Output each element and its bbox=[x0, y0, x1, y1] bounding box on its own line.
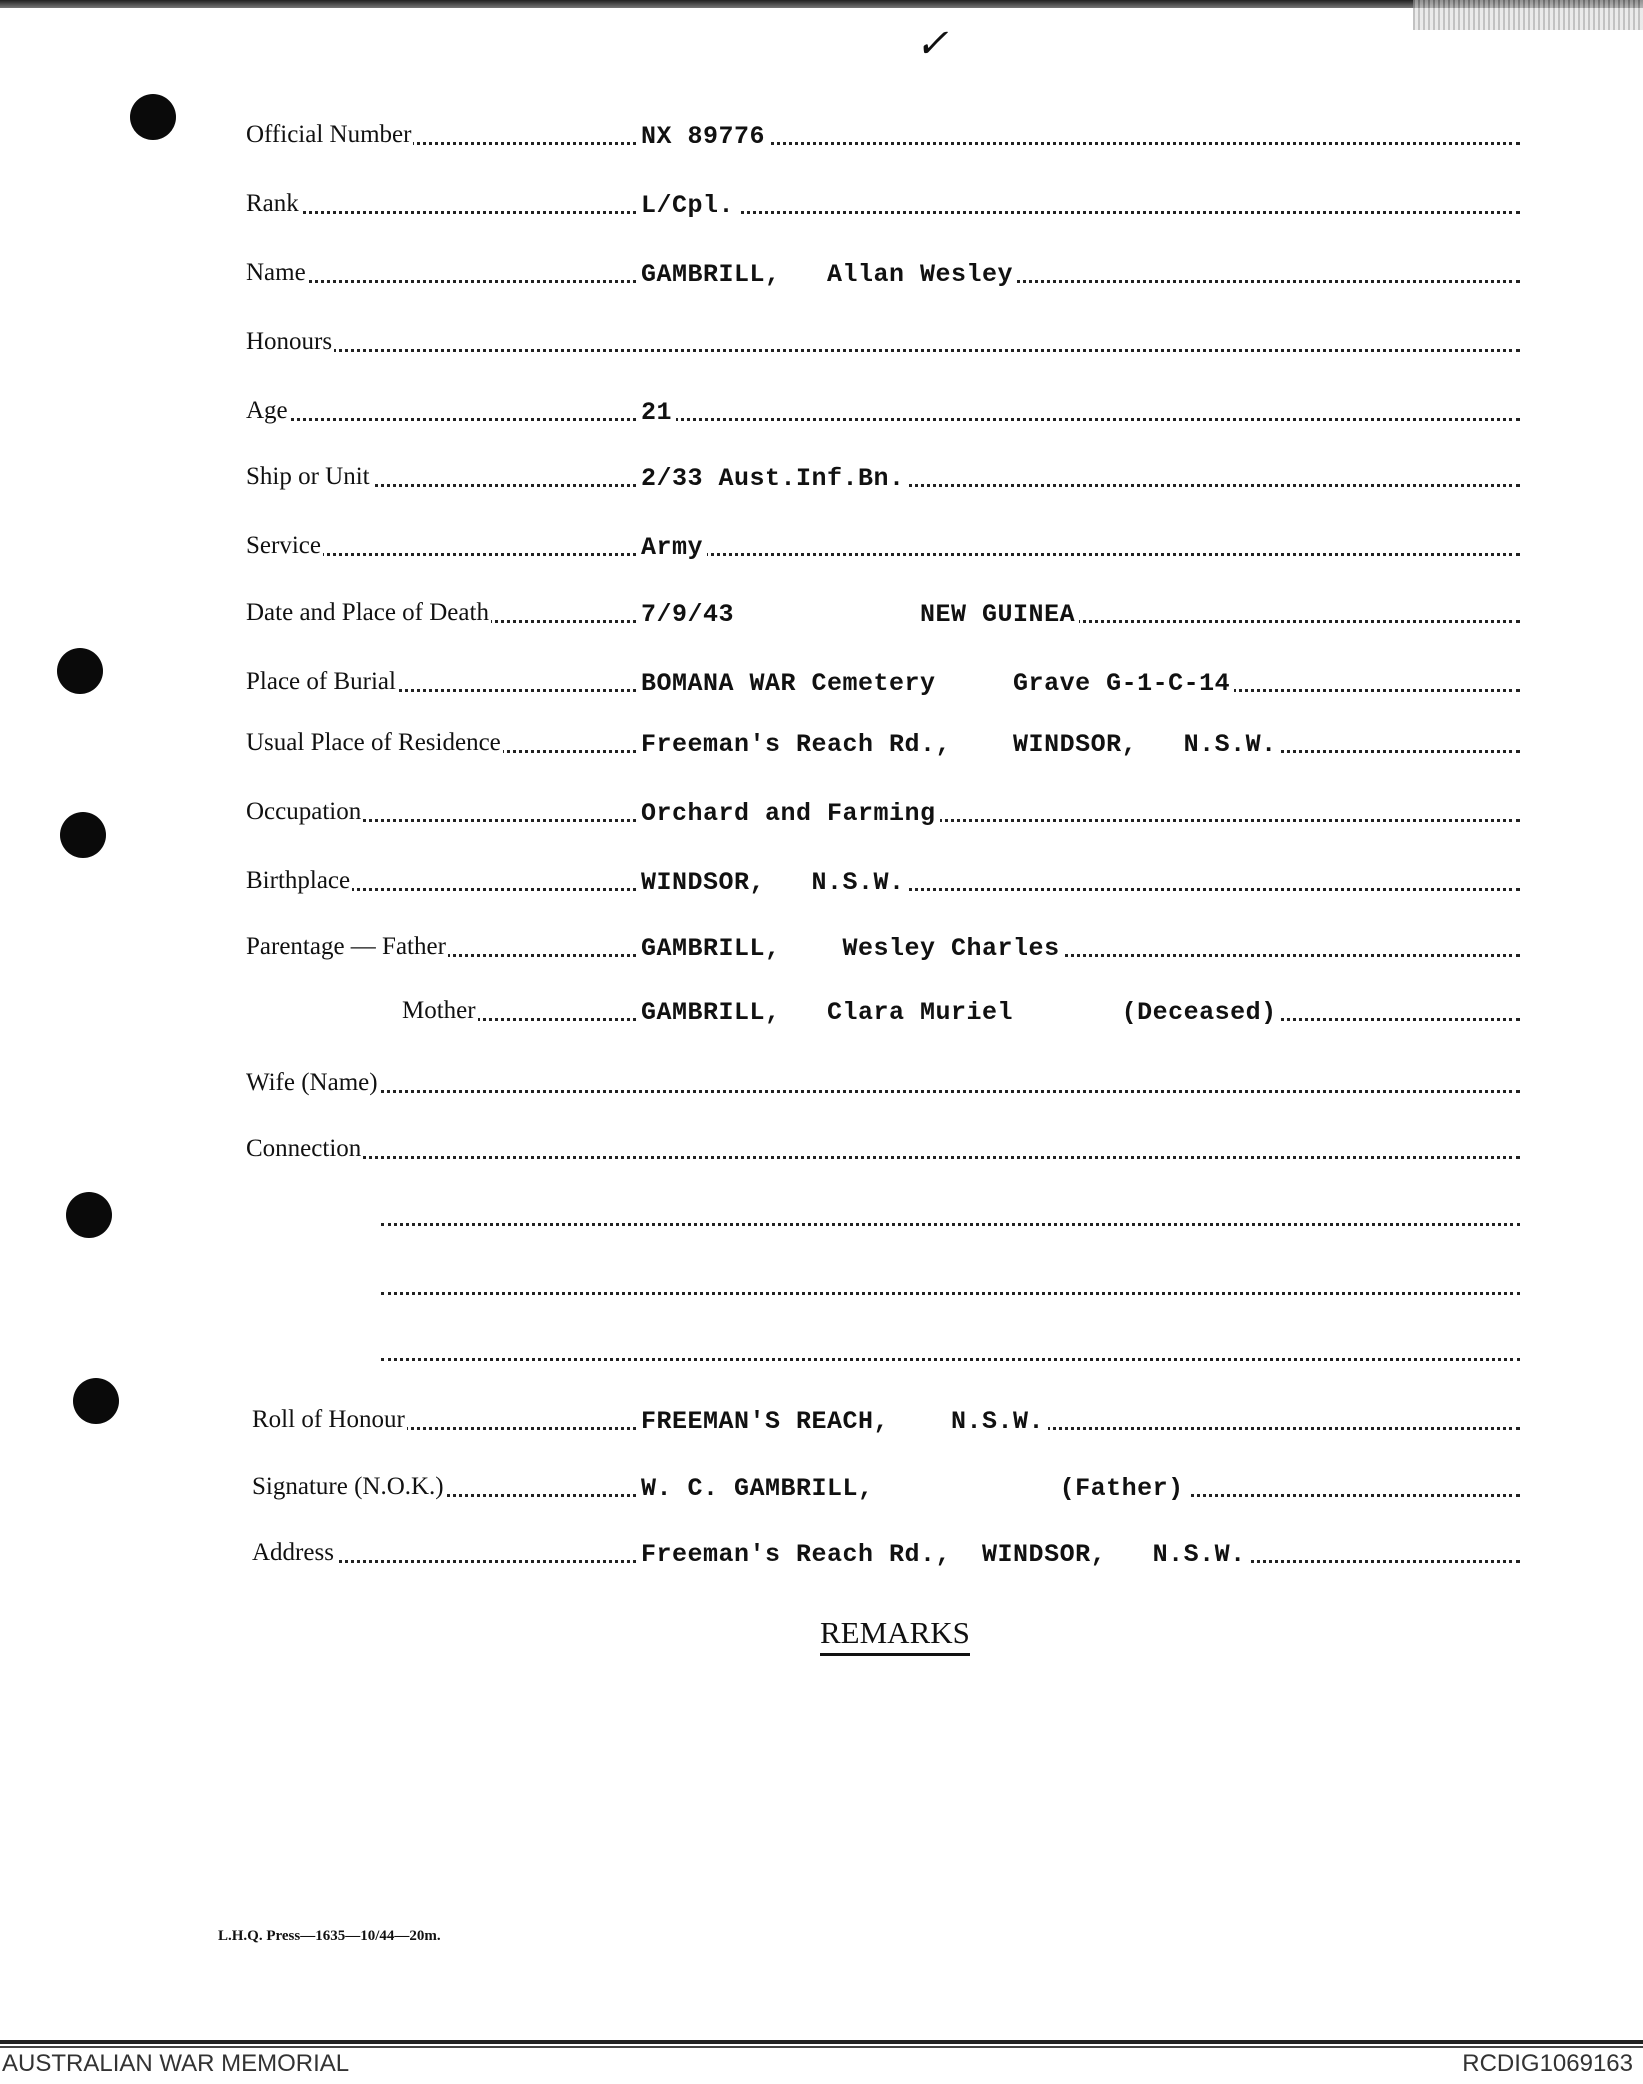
form-row bbox=[0, 119, 1643, 153]
field-value: Army bbox=[637, 533, 707, 562]
field-value: L/Cpl. bbox=[637, 191, 738, 220]
field-label: Name bbox=[246, 259, 306, 286]
form-row bbox=[0, 188, 1643, 222]
form-row bbox=[0, 931, 1643, 965]
field-label: Mother bbox=[402, 997, 476, 1024]
field-value: 7/9/43 NEW GUINEA bbox=[637, 600, 1079, 629]
dotted-line bbox=[266, 142, 1520, 145]
remarks-heading: REMARKS bbox=[820, 1615, 970, 1656]
field-label: Age bbox=[246, 397, 288, 424]
field-label: Birthplace bbox=[246, 867, 351, 894]
field-label: Connection bbox=[246, 1135, 362, 1162]
field-label: Official Number bbox=[246, 121, 412, 148]
form-row bbox=[0, 1471, 1643, 1505]
field-value: WINDSOR, N.S.W. bbox=[637, 868, 909, 897]
form-row bbox=[0, 1067, 1643, 1101]
field-label: Roll of Honour bbox=[252, 1406, 405, 1433]
scan-bottom-edge bbox=[0, 2040, 1643, 2044]
field-value: GAMBRILL, Wesley Charles bbox=[637, 934, 1064, 963]
blank-line bbox=[0, 1335, 1643, 1369]
field-value: BOMANA WAR Cemetery Grave G-1-C-14 bbox=[637, 669, 1234, 698]
dotted-line bbox=[266, 211, 1520, 214]
field-label: Signature (N.O.K.) bbox=[252, 1473, 444, 1500]
form-row bbox=[0, 666, 1643, 700]
check-mark: ✓ bbox=[915, 21, 949, 66]
field-label: Occupation bbox=[246, 798, 362, 825]
field-label: Wife (Name) bbox=[246, 1069, 378, 1096]
field-value: 21 bbox=[637, 398, 676, 427]
field-value: GAMBRILL, Clara Muriel (Deceased) bbox=[637, 998, 1281, 1027]
blank-line bbox=[0, 1200, 1643, 1234]
form-row bbox=[0, 995, 1643, 1029]
dotted-line bbox=[266, 1090, 1520, 1093]
dotted-line bbox=[266, 1156, 1520, 1159]
field-label: Rank bbox=[246, 190, 299, 217]
press-mark: L.H.Q. Press—1635—10/44—20m. bbox=[218, 1928, 441, 1944]
scan-top-edge bbox=[0, 0, 1643, 8]
dotted-line bbox=[266, 418, 1520, 421]
form-row bbox=[0, 796, 1643, 830]
form-row bbox=[0, 1537, 1643, 1571]
field-value: Orchard and Farming bbox=[637, 799, 940, 828]
field-value: W. C. GAMBRILL, (Father) bbox=[637, 1474, 1188, 1503]
field-label: Honours bbox=[246, 328, 333, 355]
form-row bbox=[0, 727, 1643, 761]
footer-record-id: RCDIG1069163 bbox=[1462, 2050, 1633, 2077]
field-label: Service bbox=[246, 532, 321, 559]
blank-line bbox=[0, 1269, 1643, 1303]
form-row bbox=[0, 1404, 1643, 1438]
field-value: Freeman's Reach Rd., WINDSOR, N.S.W. bbox=[637, 730, 1281, 759]
form-row bbox=[0, 530, 1643, 564]
field-value: GAMBRILL, Allan Wesley bbox=[637, 260, 1017, 289]
dotted-line bbox=[266, 349, 1520, 352]
dotted-line bbox=[266, 553, 1520, 556]
form-row bbox=[0, 597, 1643, 631]
field-value: NX 89776 bbox=[637, 122, 769, 151]
field-label: Parentage — Father bbox=[246, 933, 446, 960]
form-row bbox=[0, 1133, 1643, 1167]
form-row bbox=[0, 865, 1643, 899]
form-row bbox=[0, 461, 1643, 495]
field-value: FREEMAN'S REACH, N.S.W. bbox=[637, 1407, 1048, 1436]
scan-noise bbox=[1413, 0, 1643, 30]
field-label: Date and Place of Death bbox=[246, 599, 489, 626]
field-value: Freeman's Reach Rd., WINDSOR, N.S.W. bbox=[637, 1540, 1250, 1569]
field-label: Usual Place of Residence bbox=[246, 729, 501, 756]
field-label: Ship or Unit bbox=[246, 463, 370, 490]
field-label: Address bbox=[252, 1539, 334, 1566]
form-row bbox=[0, 395, 1643, 429]
form-row bbox=[0, 326, 1643, 360]
footer-institution: AUSTRALIAN WAR MEMORIAL bbox=[2, 2050, 350, 2077]
field-value: 2/33 Aust.Inf.Bn. bbox=[637, 464, 909, 493]
field-label: Place of Burial bbox=[246, 668, 396, 695]
form-row bbox=[0, 257, 1643, 291]
